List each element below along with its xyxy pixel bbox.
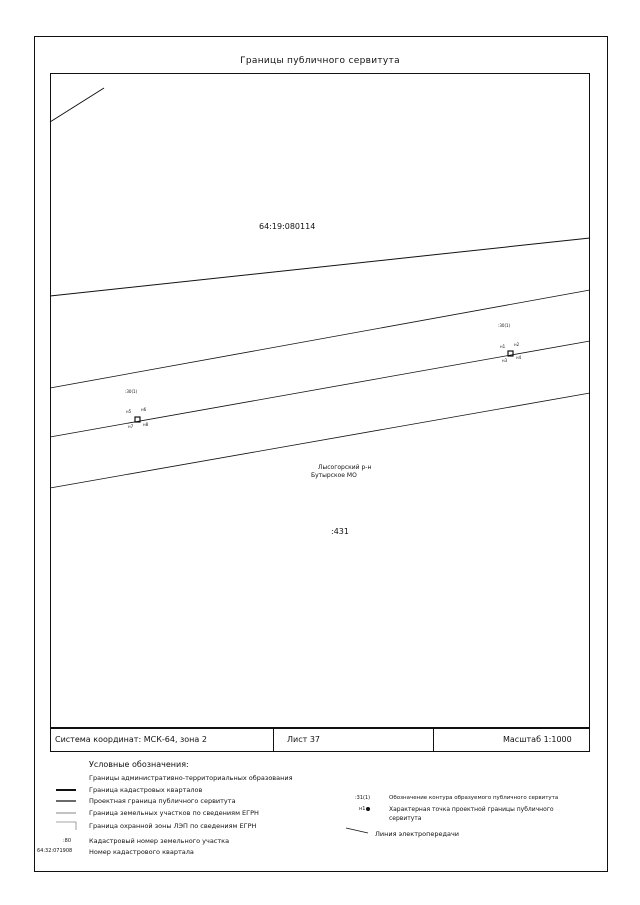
legend-item-servitude: Проектная граница публичного сервитута: [89, 797, 236, 805]
contour-label-right: :30(1): [498, 323, 511, 328]
legend-item-quarter: Граница кадастровых кварталов: [89, 786, 203, 794]
legend-item-parcels: Граница земельных участков по сведениям ЕГРН: [89, 809, 259, 817]
legend-sample-point: н1: [359, 806, 366, 812]
legend-item-parcel-number: Кадастровый номер земельного участка: [89, 837, 230, 845]
point-label: н7: [128, 424, 134, 429]
legend-sample-contour: :31(1): [355, 795, 371, 801]
point-label: н1: [500, 344, 506, 349]
legend-item-admin: Границы административно-территориальных образования: [89, 774, 293, 782]
legend-item-zone: Граница охранной зоны ЛЭП по сведениям ЕГРН: [89, 822, 257, 830]
point-label: н3: [502, 358, 508, 363]
legend-title: Условные обозначения:: [89, 760, 189, 769]
legend-sample-quarter: 64:32:071908: [37, 848, 73, 854]
scale: Масштаб 1:1000: [503, 735, 572, 744]
legend-item-contour: Обозначение контура образуемого публичного сервитута: [389, 795, 559, 801]
legend-item-quarter-number: Номер кадастрового квартала: [89, 848, 194, 856]
point-label: н2: [514, 342, 520, 347]
legend-item-power-line: Линия электропередачи: [375, 830, 460, 838]
sheet-number: Лист 37: [287, 735, 320, 744]
point-label: н8: [143, 422, 149, 427]
parcel-south-label: :431: [331, 527, 349, 536]
contour-label-left: :30(1): [125, 389, 138, 394]
legend-sample-parcel: :80: [63, 838, 72, 844]
parcel-north-label: 64:19:080114: [259, 222, 316, 231]
district-label-2: Бутырское МО: [311, 472, 357, 479]
point-label: н6: [141, 407, 147, 412]
point-label: н4: [516, 355, 522, 360]
coord-system: Система координат: МСК-64, зона 2: [55, 735, 207, 744]
point-label: н5: [126, 409, 132, 414]
legend-item-point: Характерная точка проектной границы публичного сервитута: [389, 806, 554, 822]
map-title: Границы публичного сервитута: [240, 56, 400, 66]
district-label-1: Лысогорский р-н: [318, 464, 372, 471]
